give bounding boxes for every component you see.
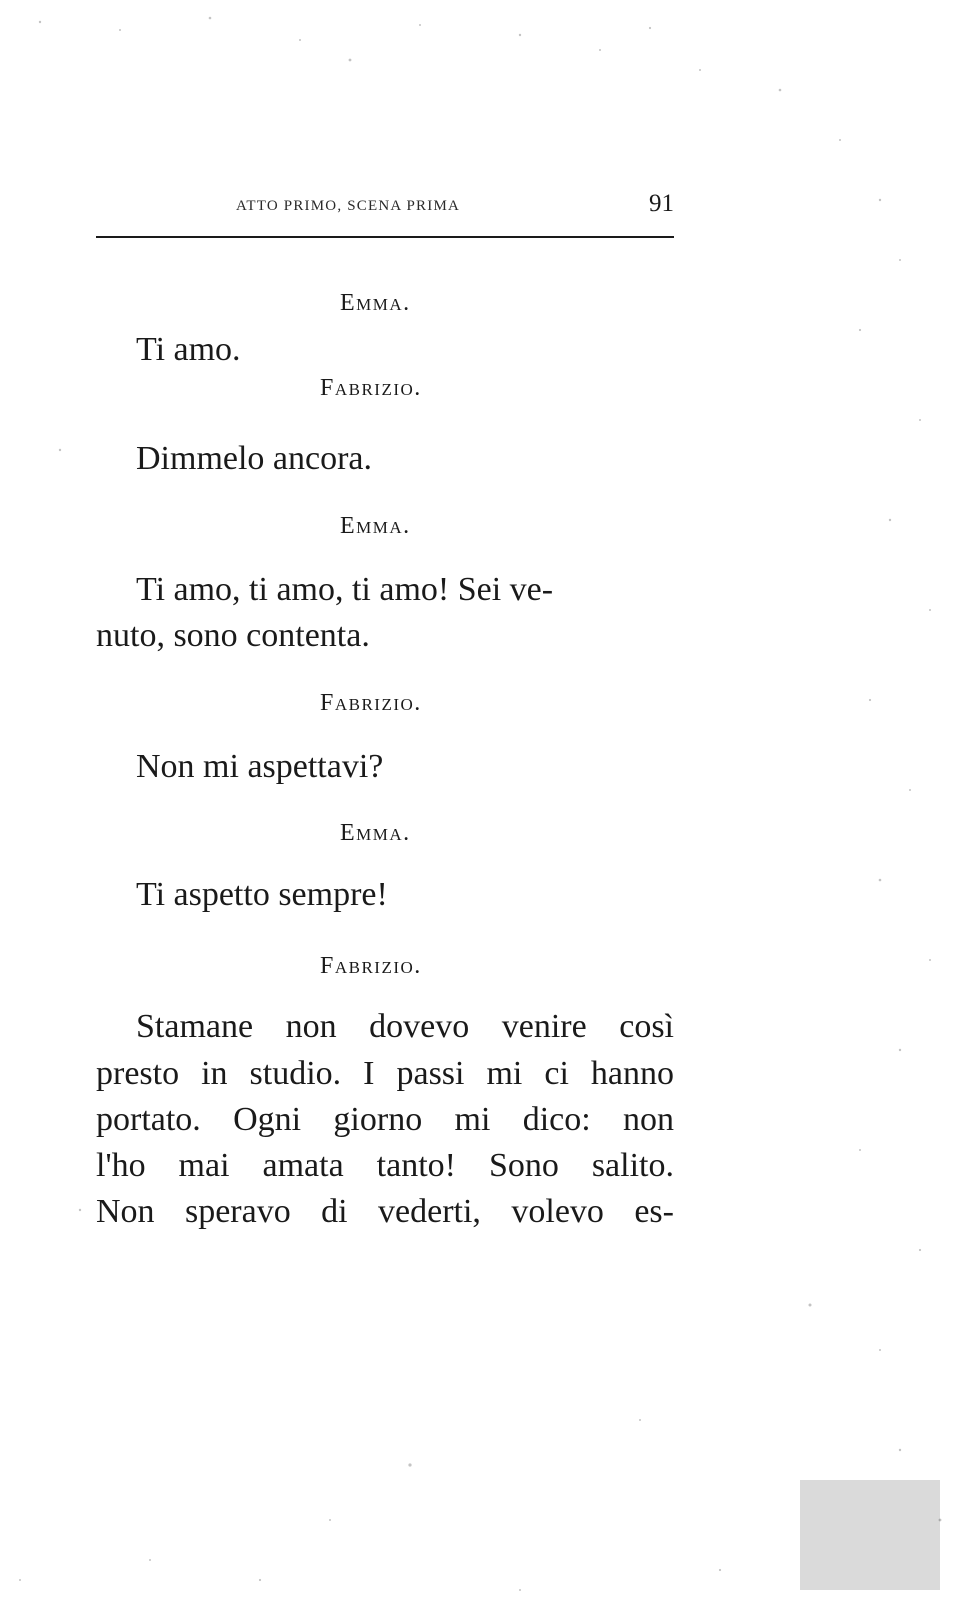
dialogue-line: Ti amo. [136,331,241,368]
dialogue-line: Stamane non dovevo venire così [136,1008,674,1045]
dialogue-line: Ti amo, ti amo, ti amo! Sei ve- [136,571,554,608]
speaker-name: Fabrizio. [320,375,422,401]
running-head: ATTO PRIMO, SCENA PRIMA [236,198,461,214]
dialogue-line: presto in studio. I passi mi ci hanno [96,1055,674,1092]
dialogue-line: portato. Ogni giorno mi dico: non [96,1101,674,1138]
speaker-name: Emma. [340,290,411,316]
dialogue-line: Ti aspetto sempre! [136,876,388,913]
page-header [96,190,676,226]
speaker-name: Emma. [340,513,411,539]
dialogue-line: Dimmelo ancora. [136,440,373,477]
dialogue-line: nuto, sono contenta. [96,617,370,654]
speaker-name: Fabrizio. [320,690,422,716]
dialogue-line: l'ho mai amata tanto! Sono salito. [96,1147,674,1184]
speaker-name: Fabrizio. [320,953,422,979]
speaker-name: Emma. [340,820,411,846]
dialogue-line: Non speravo di vederti, volevo es- [96,1193,674,1230]
dialogue-line: Non mi aspettavi? [136,748,384,785]
page-number: 91 [649,190,674,217]
header-rule [96,236,674,238]
